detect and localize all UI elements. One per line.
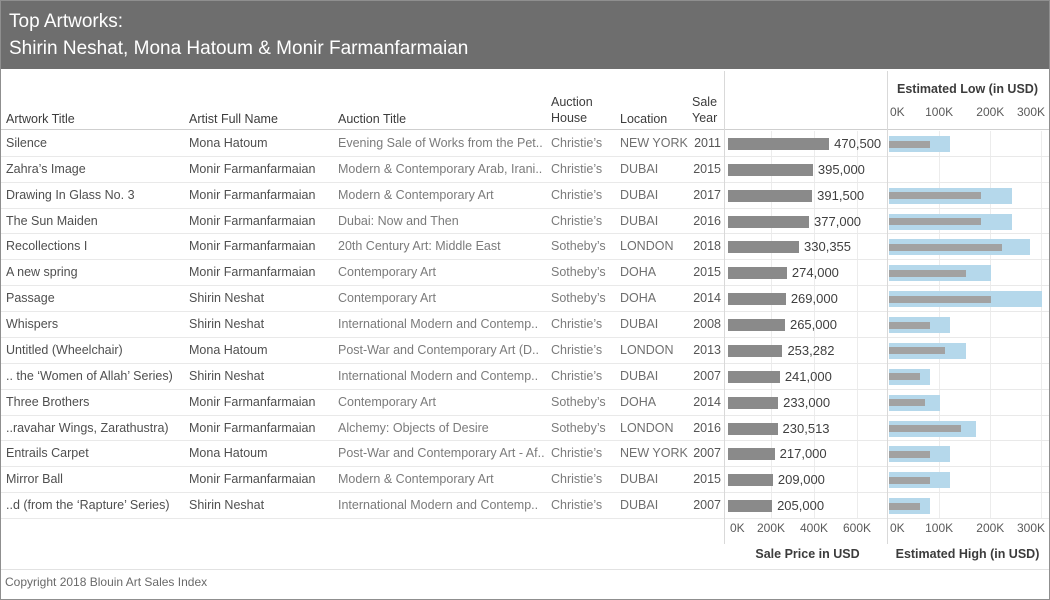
axis-tick-label: 0K (730, 521, 745, 535)
cell-artist-name: Mona Hatoum (189, 342, 268, 357)
cell-sale-year: 2018 (693, 239, 721, 254)
cell-location: DUBAI (620, 368, 659, 383)
sale-price-value: 377,000 (814, 213, 862, 229)
sale-price-bar[interactable] (728, 448, 775, 460)
cell-sale-year: 2017 (693, 187, 721, 202)
axis-tick-label: 0K (890, 105, 905, 119)
cell-auction-house: Christie’s (551, 472, 603, 487)
cell-auction-house: Sotheby’s (551, 265, 606, 280)
sale-price-value: 274,000 (791, 265, 839, 281)
cell-artist-name: Monir Farmanfarmaian (189, 394, 316, 409)
cell-auction-title: 20th Century Art: Middle East (338, 239, 501, 254)
cell-artist-name: Monir Farmanfarmaian (189, 265, 316, 280)
axis-tick-label: 400K (799, 521, 829, 535)
cell-auction-house: Christie’s (551, 342, 603, 357)
cell-artwork-title: The Sun Maiden (6, 213, 98, 228)
cell-auction-title: International Modern and Contemp.. (338, 368, 539, 383)
cell-location: NEW YORK (620, 446, 688, 461)
sale-price-value: 470,500 (834, 136, 882, 151)
cell-artwork-title: Drawing In Glass No. 3 (6, 187, 135, 202)
cell-artist-name: Monir Farmanfarmaian (189, 187, 316, 202)
cell-auction-house: Christie’s (551, 317, 603, 332)
cell-artwork-title: Three Brothers (6, 394, 90, 409)
estimated-low-bar[interactable] (889, 192, 981, 199)
cell-sale-year: 2008 (693, 317, 721, 332)
cell-artwork-title: ..ravahar Wings, Zarathustra) (6, 420, 169, 435)
sale-price-bar[interactable] (728, 190, 812, 202)
cell-sale-year: 2015 (693, 472, 721, 487)
est-high-axis-title: Estimated High (in USD) (895, 547, 1040, 561)
estimated-low-bar[interactable] (889, 399, 925, 406)
cell-artist-name: Shirin Neshat (189, 317, 265, 332)
sale-price-bar[interactable] (728, 216, 809, 228)
sale-price-bar[interactable] (728, 241, 799, 253)
cell-artwork-title: Whispers (6, 317, 59, 332)
cell-artist-name: Shirin Neshat (189, 368, 265, 383)
cell-sale-year: 2014 (693, 394, 721, 409)
cell-auction-title: Dubai: Now and Then (338, 213, 459, 228)
sale-price-bar[interactable] (728, 397, 778, 409)
sale-price-value: 230,513 (782, 420, 830, 436)
cell-auction-house: Sotheby’s (551, 394, 606, 409)
axis-tick-label: 200K (976, 521, 1005, 535)
title-line-1: Top Artworks: (9, 11, 124, 32)
copyright-text: Copyright 2018 Blouin Art Sales Index (5, 575, 208, 589)
estimated-low-bar[interactable] (889, 296, 991, 303)
axis-tick-label: 300K (1016, 521, 1045, 535)
estimated-low-bar[interactable] (889, 244, 1002, 251)
axis-tick-label: 300K (1016, 105, 1045, 119)
cell-sale-year: 2016 (693, 213, 721, 228)
cell-artist-name: Monir Farmanfarmaian (189, 161, 316, 176)
cell-artwork-title: ..d (from the ‘Rapture’ Series) (6, 498, 170, 513)
cell-location: DUBAI (620, 498, 659, 513)
axis-tick-label: 0K (890, 521, 905, 535)
cell-location: DOHA (620, 265, 657, 280)
column-header-auction-title[interactable]: Auction Title (338, 112, 407, 126)
sale-price-bar[interactable] (728, 293, 786, 305)
sale-price-bar[interactable] (728, 474, 773, 486)
cell-location: DOHA (620, 394, 657, 409)
cell-artist-name: Mona Hatoum (189, 136, 268, 150)
estimated-low-bar[interactable] (889, 347, 945, 354)
axis-tick-label: 100K (925, 521, 954, 535)
cell-auction-house: Christie’s (551, 498, 603, 513)
cell-auction-house: Sotheby’s (551, 291, 606, 306)
cell-location: LONDON (620, 342, 674, 357)
estimated-low-bar[interactable] (889, 373, 920, 380)
cell-sale-year: 2013 (693, 342, 721, 357)
footer-divider-line (1, 569, 1049, 570)
cell-location: DUBAI (620, 213, 659, 228)
cell-auction-title: Post-War and Contemporary Art - Af.. (338, 446, 545, 461)
cell-auction-house: Christie’s (551, 213, 603, 228)
cell-auction-house: Christie’s (551, 368, 603, 383)
cell-auction-title: Modern & Contemporary Art (338, 472, 494, 487)
sale-price-value: 395,000 (817, 161, 865, 177)
cell-auction-title: Contemporary Art (338, 394, 436, 409)
sale-price-bar[interactable] (728, 138, 829, 150)
axis-tick-label: 200K (756, 521, 786, 535)
estimated-low-bar[interactable] (889, 141, 930, 148)
column-header-location[interactable]: Location (620, 112, 668, 126)
axis-tick-label: 600K (842, 521, 872, 535)
cell-auction-title: Alchemy: Objects of Desire (338, 420, 489, 435)
header-divider-line (1, 129, 1049, 130)
sale-price-bar[interactable] (728, 423, 778, 435)
cell-artwork-title: Untitled (Wheelchair) (6, 342, 123, 357)
cell-sale-year: 2007 (693, 368, 721, 383)
estimated-low-bar[interactable] (889, 503, 920, 510)
cell-auction-house: Christie’s (551, 161, 603, 176)
column-header-artist-full-name[interactable]: Artist Full Name (189, 112, 278, 126)
sale-price-value: 241,000 (784, 368, 832, 384)
cell-artwork-title: .. the ‘Women of Allah’ Series) (6, 368, 173, 383)
sale-price-value: 330,355 (804, 239, 852, 255)
cell-auction-title: Modern & Contemporary Arab, Irani.. (338, 161, 543, 176)
est-low-axis-title: Estimated Low (in USD) (897, 82, 1038, 96)
sale-price-bar[interactable] (728, 371, 780, 383)
sale-price-value: 265,000 (789, 317, 837, 333)
estimated-low-bar[interactable] (889, 477, 930, 484)
cell-artist-name: Shirin Neshat (189, 498, 265, 513)
cell-sale-year: 2015 (693, 265, 721, 280)
sale-price-bar[interactable] (728, 164, 813, 176)
cell-location: DUBAI (620, 317, 659, 332)
cell-auction-house: Christie’s (551, 187, 603, 202)
sale-price-bar[interactable] (728, 267, 787, 279)
sale-price-value: 217,000 (779, 446, 827, 462)
estimated-low-bar[interactable] (889, 218, 981, 225)
estimated-low-bar[interactable] (889, 322, 930, 329)
sale-price-value: 233,000 (783, 394, 831, 410)
sale-price-value: 269,000 (790, 291, 838, 307)
cell-artist-name: Monir Farmanfarmaian (189, 213, 316, 228)
cell-auction-title: Post-War and Contemporary Art (D.. (338, 342, 539, 357)
cell-artwork-title: Recollections I (6, 239, 88, 254)
sale-price-axis-title: Sale Price in USD (755, 547, 860, 561)
estimated-low-bar[interactable] (889, 425, 961, 432)
cell-auction-house: Christie’s (551, 446, 603, 461)
cell-sale-year: 2007 (693, 446, 721, 461)
cell-auction-title: Contemporary Art (338, 291, 436, 306)
cell-auction-title: International Modern and Contemp.. (338, 317, 539, 332)
cell-auction-house: Sotheby’s (551, 239, 606, 254)
sale-price-bar[interactable] (728, 345, 782, 357)
cell-sale-year: 2011 (694, 136, 721, 150)
sale-price-bar[interactable] (728, 319, 785, 331)
cell-sale-year: 2015 (693, 161, 721, 176)
sale-price-value: 205,000 (777, 498, 825, 514)
cell-auction-house: Christie’s (551, 136, 603, 150)
sale-price-value: 253,282 (787, 342, 835, 358)
column-header-sale-year[interactable]: Sale Year (692, 95, 718, 125)
sale-price-value: 209,000 (777, 472, 825, 488)
cell-location: DUBAI (620, 472, 659, 487)
cell-artwork-title: Passage (6, 291, 55, 306)
cell-artwork-title: Entrails Carpet (6, 446, 89, 461)
cell-location: DOHA (620, 291, 657, 306)
cell-artist-name: Shirin Neshat (189, 291, 265, 306)
cell-location: DUBAI (620, 187, 659, 202)
cell-auction-title: Contemporary Art (338, 265, 436, 280)
cell-sale-year: 2007 (693, 498, 721, 513)
cell-auction-title: International Modern and Contemp.. (338, 498, 539, 513)
cell-sale-year: 2014 (693, 291, 721, 306)
estimated-low-bar[interactable] (889, 270, 966, 277)
title-line-2: Shirin Neshat, Mona Hatoum & Monir Farmanfarmaian (9, 38, 469, 59)
dashboard-title-banner (1, 1, 1049, 69)
cell-artwork-title: Silence (6, 136, 47, 150)
column-header-artwork-title[interactable]: Artwork Title (6, 112, 75, 126)
cell-location: LONDON (620, 420, 674, 435)
cell-artist-name: Monir Farmanfarmaian (189, 420, 316, 435)
cell-auction-house: Sotheby’s (551, 420, 606, 435)
sale-price-value: 391,500 (817, 187, 865, 203)
panel-divider-right (887, 71, 888, 544)
cell-artwork-title: Mirror Ball (6, 472, 63, 487)
cell-artist-name: Monir Farmanfarmaian (189, 239, 316, 254)
cell-artwork-title: A new spring (6, 265, 78, 280)
cell-location: DUBAI (620, 161, 659, 176)
table-row (1, 157, 1049, 183)
cell-artwork-title: Zahra’s Image (6, 161, 86, 176)
cell-artist-name: Monir Farmanfarmaian (189, 472, 316, 487)
cell-auction-title: Modern & Contemporary Art (338, 187, 494, 202)
panel-divider-left (724, 71, 725, 544)
axis-tick-label: 100K (925, 105, 954, 119)
cell-location: NEW YORK (620, 136, 688, 150)
cell-artist-name: Mona Hatoum (189, 446, 268, 461)
axis-tick-label: 200K (976, 105, 1005, 119)
estimated-low-bar[interactable] (889, 451, 930, 458)
cell-sale-year: 2016 (693, 420, 721, 435)
sale-price-bar[interactable] (728, 500, 772, 512)
cell-auction-title: Evening Sale of Works from the Pet.. (338, 136, 543, 150)
column-header-auction-house[interactable]: Auction House (551, 95, 593, 125)
cell-location: LONDON (620, 239, 674, 254)
